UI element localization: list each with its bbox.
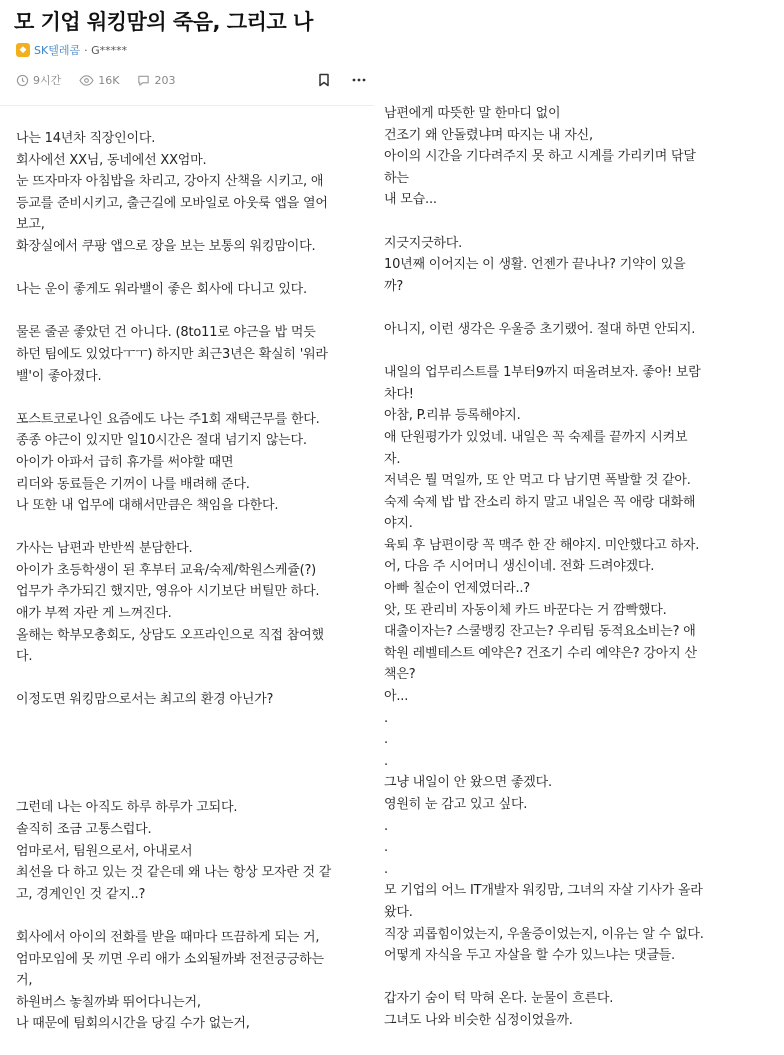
body-line: 직장 괴롭힘이었는지, 우울증이었는지, 이유는 알 수 없다.: [384, 926, 704, 942]
body-line: 아참, P.리뷰 등록해야지.: [384, 408, 521, 424]
body-line: 애가 부쩍 자란 게 느껴진다.: [16, 606, 172, 622]
post-time: 9시간: [33, 74, 62, 87]
body-line: 아이가 초등학생이 된 후부터 교육/숙제/학원스케쥴(?): [16, 562, 317, 578]
clock-icon: [16, 74, 29, 87]
body-line: [16, 668, 364, 690]
comment-icon: [137, 74, 150, 87]
body-line: 업무가 추가되긴 했지만, 영유아 시기보단 버틸만 하다.: [16, 584, 320, 600]
body-line: [384, 341, 756, 363]
body-line: 남편에게 따뜻한 말 한마디 없이: [384, 106, 561, 121]
left-text-block: [16, 128, 364, 1035]
body-line: 아...: [384, 689, 409, 705]
post-body-left: [0, 105, 374, 1055]
post-actions: [318, 73, 366, 87]
body-line: 어, 다음 주 시어머니 생신이네. 전화 드려야겠다.: [384, 559, 655, 575]
bookmark-icon[interactable]: [318, 73, 330, 87]
body-line: 모 기업의 어느 IT개발자 워킹맘, 그녀의 자살 기사가 올라: [384, 883, 703, 899]
comment-count: 203: [154, 73, 176, 87]
body-line: 그녀도 나와 비슷한 심정이었을까.: [384, 1012, 573, 1028]
body-line: 포스트코로나인 요즘에도 나는 주1회 재택근무를 한다.: [16, 411, 320, 427]
body-line: 하던 팀에도 있었다ㅜㅜ) 하지만 최근3년은 확실히 '워라: [16, 346, 328, 362]
body-line: 갑자기 숨이 턱 막혀 온다. 눈물이 흐른다.: [384, 991, 614, 1007]
body-line: 책은?: [384, 667, 416, 683]
body-line: [16, 301, 364, 323]
body-line: 하는: [384, 170, 409, 186]
body-line: 하원버스 놓칠까봐 뛰어다니는거,: [16, 994, 201, 1010]
body-line: 그런데 나는 아직도 하루 하루가 고되다.: [16, 800, 238, 816]
body-line: 리더와 동료들은 기꺼이 나를 배려해 준다.: [16, 476, 250, 492]
time-meta: [16, 72, 61, 88]
body-line: 자.: [384, 451, 401, 467]
body-line: 내 모습...: [384, 192, 437, 208]
body-line: 밸'이 좋아졌다.: [16, 368, 102, 384]
comments-meta[interactable]: [137, 74, 175, 87]
body-line: 앗, 또 관리비 자동이체 카드 바꾼다는 거 깜빡했다.: [384, 602, 667, 618]
body-line: 등교를 준비시키고, 출근길에 모바일로 아웃룩 앱을 열어: [16, 195, 328, 211]
post-title: 모 기업 워킹맘의 죽음, 그리고 나: [14, 10, 313, 34]
body-line: .: [384, 818, 388, 834]
body-line: 육퇴 후 남편이랑 꼭 맥주 한 잔 해야지. 미안했다고 하자.: [384, 537, 700, 553]
body-line: 올해는 학부모총회도, 상담도 오프라인으로 직접 참여했: [16, 627, 324, 643]
body-line: 지긋지긋하다.: [384, 235, 463, 251]
body-line: 고, 경계인인 것 같지..?: [16, 886, 146, 902]
body-line: 차다!: [384, 386, 414, 402]
company-link[interactable]: SK텔레콤: [34, 44, 81, 57]
author-name: · G*****: [84, 43, 128, 57]
body-line: 다.: [16, 649, 33, 665]
right-text-block: [384, 103, 756, 1032]
body-line: 아빠 칠순이 언제였더라..?: [384, 581, 531, 597]
body-line: 까?: [384, 278, 404, 294]
body-line: 숙제 숙제 밥 밥 잔소리 하지 말고 내일은 꼭 애랑 대화해: [384, 494, 696, 510]
post-meta: [16, 71, 366, 89]
body-line: [16, 754, 364, 776]
body-line: 종종 야근이 있지만 일10시간은 절대 넘기지 않는다.: [16, 433, 307, 449]
body-line: 보고,: [16, 217, 45, 233]
body-line: .: [384, 840, 388, 856]
body-line: [16, 517, 364, 539]
body-line: 건조기 왜 안돌렸냐며 따지는 내 자신,: [384, 127, 593, 143]
body-line: [16, 733, 364, 755]
body-line: 내일의 업무리스트를 1부터9까지 떠올려보자. 좋아! 보람: [384, 365, 701, 381]
body-line: [16, 258, 364, 280]
body-line: 물론 줄곧 좋았던 건 아니다. (8to11로 야근을 밥 먹듯: [16, 325, 316, 341]
body-line: 대출이자는? 스쿨뱅킹 잔고는? 우리팀 동적요소비는? 애: [384, 624, 696, 640]
body-line: 나 또한 내 업무에 대해서만큼은 책임을 다한다.: [16, 498, 279, 514]
body-line: 저녁은 뭘 먹일까, 또 안 먹고 다 남기면 폭발할 것 같아.: [384, 473, 691, 489]
body-line: [384, 967, 756, 989]
body-line: 나는 14년차 직장인이다.: [16, 131, 156, 146]
body-line: 최선을 다 하고 있는 것 같은데 왜 나는 항상 모자란 것 같: [16, 865, 332, 881]
view-count: 16K: [98, 73, 120, 87]
body-line: 회사에선 XX님, 동네에선 XX엄마.: [16, 152, 207, 168]
body-line: 눈 뜨자마자 아침밥을 차리고, 강아지 산책을 시키고, 애: [16, 174, 324, 190]
body-line: 야지.: [384, 516, 413, 532]
body-line: 엄마모임에 못 끼면 우리 애가 소외될까봐 전전긍긍하는: [16, 951, 324, 967]
body-line: 그냥 내일이 안 왔으면 좋겠다.: [384, 775, 552, 791]
eye-icon: [79, 74, 94, 87]
body-line: .: [384, 710, 388, 726]
body-line: 학원 레벨테스트 예약은? 건조기 수리 예약은? 강아지 산: [384, 645, 697, 661]
body-line: [16, 387, 364, 409]
body-line: [384, 297, 756, 319]
body-line: [16, 905, 364, 927]
more-options-icon[interactable]: [352, 78, 366, 82]
body-line: 애 단원평가가 있었네. 내일은 꼭 숙제를 끝까지 시켜보: [384, 429, 688, 445]
body-line: 엄마로서, 팀원으로서, 아내로서: [16, 843, 193, 859]
body-line: 화장실에서 쿠팡 앱으로 장을 보는 보통의 워킹맘이다.: [16, 238, 316, 254]
views-meta: [79, 74, 119, 87]
body-line: [16, 711, 364, 733]
body-line: 솔직히 조금 고통스럽다.: [16, 822, 152, 837]
body-line: .: [384, 732, 388, 748]
body-line: 거,: [16, 973, 33, 989]
company-badge-icon: ◆: [16, 43, 30, 57]
body-line: .: [384, 861, 388, 877]
company-row: [16, 42, 127, 58]
body-line: 영원히 눈 감고 있고 싶다.: [384, 797, 528, 812]
body-line: [384, 211, 756, 233]
body-line: 아니지, 이런 생각은 우울증 초기랬어. 절대 하면 안되지.: [384, 321, 696, 337]
body-line: 아이의 시간을 기다려주지 못 하고 시계를 가리키며 닦달: [384, 149, 696, 165]
body-line: 이정도면 워킹맘으로서는 최고의 환경 아닌가?: [16, 692, 274, 708]
body-line: 아이가 아파서 급히 휴가를 써야할 때면: [16, 454, 234, 470]
body-line: 왔다.: [384, 904, 413, 920]
body-line: 회사에서 아이의 전화를 받을 때마다 뜨끔하게 되는 거,: [16, 929, 320, 945]
body-line: 나는 운이 좋게도 워라밸이 좋은 회사에 다니고 있다.: [16, 282, 307, 298]
body-line: [16, 776, 364, 798]
body-line: .: [384, 753, 388, 769]
body-line: 어떻게 자식을 두고 자살을 할 수가 있느냐는 댓글들.: [384, 948, 675, 964]
post-body-right: [378, 0, 784, 1054]
body-line: 나 때문에 팀회의시간을 당길 수가 없는거,: [16, 1016, 250, 1032]
body-line: 10년째 이어지는 이 생활. 언젠가 끝나나? 기약이 있을: [384, 257, 686, 273]
body-line: 가사는 남편과 반반씩 분담한다.: [16, 541, 193, 557]
